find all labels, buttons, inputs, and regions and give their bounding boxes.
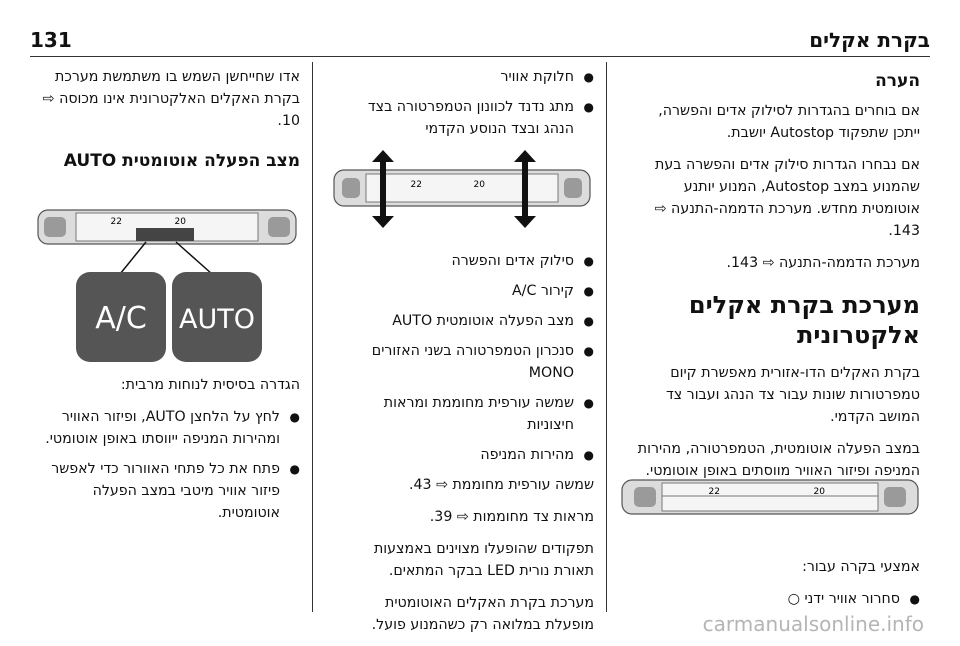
bullet-press-auto: ● לחץ על הלחצן AUTO, ופיזור האוויר ומהירות המניפה ייווסתו באופן אוטומטי.	[30, 406, 300, 450]
watermark: carmanualsonline.info	[702, 612, 924, 636]
left-column-lower	[30, 374, 300, 532]
climate-panel-illustration-small	[620, 474, 920, 518]
bullet-heated-rear: ● שמשה עורפית מחוממת ומראות חיצוניות	[366, 392, 594, 436]
header-rule	[30, 56, 930, 57]
intro-paragraph: בקרת האקלים הדו-אזורית מאפשרת קיום טמפרטורות שונות עבור צד הנהג ועבור צד המושב הקדמי.	[666, 365, 920, 425]
bullet-recirc: ● סחרור אוויר ידני ○	[630, 588, 920, 610]
bullet-ac: ● קירור A/C	[366, 280, 594, 302]
note-paragraph-2: אם נבחרו הגדרות סילוק אדים והפשרה בעת שהמנוע במצב Autostop, המנוע יותנע אוטומטית מחדש. מערכת הדממה-התנעה ⇨ 143.	[654, 157, 920, 239]
note-title: הערה	[875, 71, 920, 91]
panel-temp-left: 22	[708, 487, 720, 497]
section-title: מערכת בקרת אקלים אלקטרונית	[688, 291, 920, 349]
ac-button-label: A/C	[95, 301, 147, 336]
sun-sensor-paragraph: אדו שחייחשן השמש בו משתמשת מערכת בקרת האקלים האלקטרונית אינו מכוסה ⇨ 10.	[42, 69, 300, 129]
auto-paragraph: במצב הפעלה אוטומטית, הטמפרטורה, מהירות המניפה ופיזור האוויר מווסתים באופן אוטומטי.	[637, 441, 920, 479]
bullet-fan-speed: ● מהירות המניפה	[366, 444, 594, 466]
middle-column	[366, 66, 594, 148]
basic-setting-label: הגדרה בסיסית לנוחות מרבית:	[120, 377, 300, 393]
climate-panel-illustration-arrows	[330, 150, 594, 228]
controls-block	[630, 556, 920, 618]
small-panel-temp-left: 22	[110, 217, 122, 227]
column-divider-right	[606, 62, 607, 612]
page-header	[0, 0, 960, 62]
bullet-air-distribution: ● חלוקת אוויר	[366, 66, 594, 88]
note-paragraph-1: אם בוחרים בהגדרות לסילוק אדים והפשרה, ייתכן שתפקוד Autostop יושבת.	[658, 103, 920, 141]
auto-ac-buttons-illustration	[36, 208, 298, 364]
bullet-open-vents: ● פתח את כל פתחי האוורור כדי לאפשר פיזור אוויר מיטבי במצב הפעלה אוטומטית.	[30, 458, 300, 524]
chapter-title: בקרת אקלים	[809, 28, 930, 52]
controls-label: אמצעי בקרה עבור:	[802, 559, 920, 575]
column-divider-left	[312, 62, 313, 612]
right-column	[630, 66, 920, 492]
bullet-temp-rocker: ● מתג נדנד לכוונון הטמפרטורה בצד הנהג ובצד הנוסע הקדמי	[366, 96, 594, 140]
page-number: 131	[30, 28, 72, 52]
bullet-mono: ● סנכרון הטמפרטורה בשני האזורים MONO	[366, 340, 594, 384]
small-panel-temp-right: 20	[174, 217, 186, 227]
engine-paragraph: מערכת בקרת האקלים האוטומטית מופעלת במלואה רק כשהמנוע פועל.	[371, 595, 594, 633]
note-paragraph-3: מערכת הדממה-התנעה ⇨ 143.	[726, 255, 920, 271]
heated-mirrors-ref: מראות צד מחוממות ⇨ 39.	[429, 509, 594, 525]
heated-rear-ref: שמשה עורפית מחוממת ⇨ 43.	[409, 477, 594, 493]
arrows-panel-temp-left: 22	[410, 180, 422, 190]
bullet-defrost: ● סילוק אדים והפשרה	[366, 250, 594, 272]
auto-mode-title: מצב הפעלה אוטומטית AUTO	[63, 151, 300, 171]
middle-column-lower	[366, 250, 594, 646]
led-paragraph: תפקודים שהופעלו מצוינים באמצעות תאורת נורית LED בבקר המתאים.	[373, 541, 594, 579]
arrows-panel-temp-right: 20	[473, 180, 485, 190]
auto-button-label: AUTO	[179, 304, 255, 335]
left-column	[30, 66, 300, 180]
panel-temp-right: 20	[813, 487, 825, 497]
bullet-auto: ● מצב הפעלה אוטומטית AUTO	[366, 310, 594, 332]
